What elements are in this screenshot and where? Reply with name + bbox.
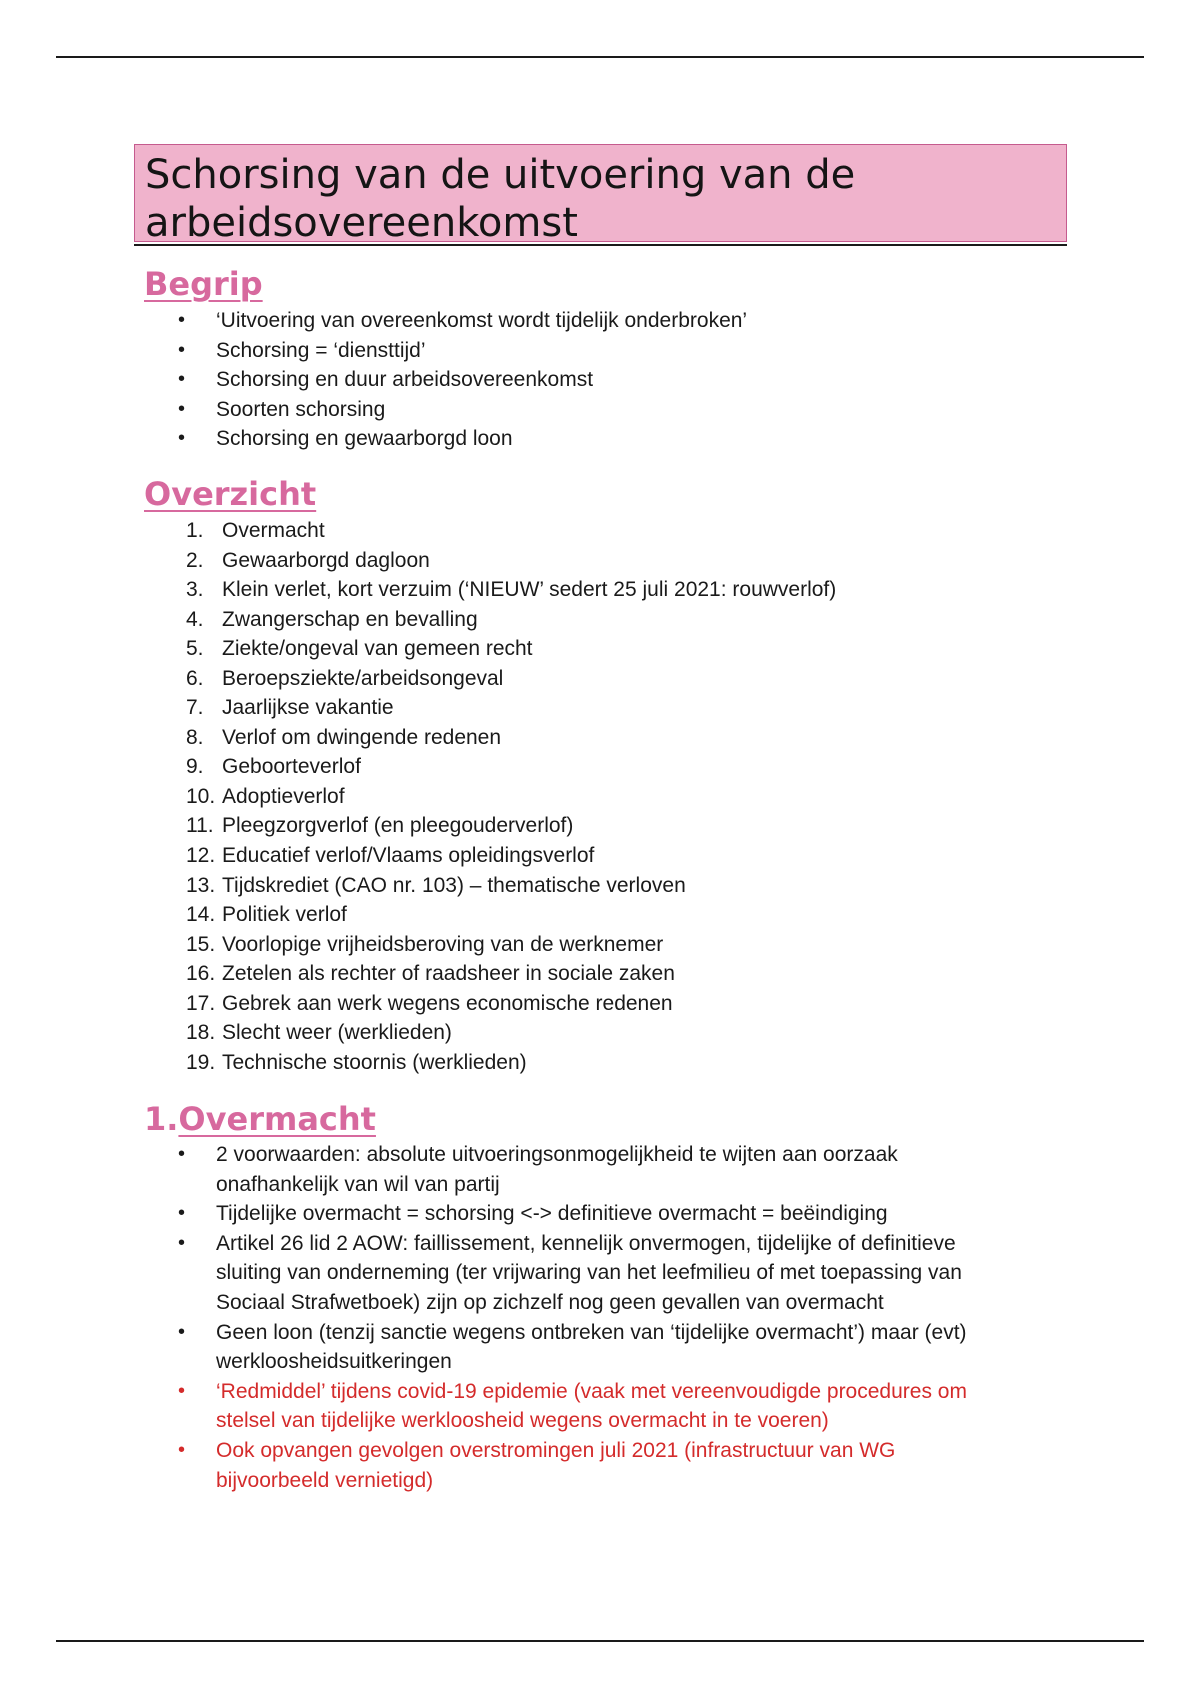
list-item-number: 19.: [186, 1050, 216, 1074]
list-item-number: 6.: [186, 666, 204, 690]
list-item: [0, 959, 1010, 989]
list-item-text: Overmacht: [222, 519, 325, 542]
list-item: [0, 900, 1010, 930]
list-item-text: Schorsing = ‘diensttijd’: [216, 338, 426, 362]
list-item: [0, 516, 1010, 546]
list-item: [0, 811, 1010, 841]
bullet-icon: •: [178, 338, 186, 361]
title-underline: [134, 244, 1067, 246]
list-item-number: 16.: [186, 962, 216, 986]
bullet-icon: •: [178, 1438, 186, 1461]
list-item: [0, 752, 1010, 782]
list-item-text: Soorten schorsing: [216, 397, 386, 421]
list-item-text: Voorlopige vrijheidsberoving van de werknemer: [222, 932, 664, 956]
list-item: [0, 306, 1010, 336]
bullet-icon: •: [178, 397, 186, 420]
list-item-number: 10.: [186, 784, 216, 808]
list-item-text: Tijdskrediet (CAO nr. 103) – thematische verloven: [222, 873, 686, 897]
list-item-text: Jaarlijkse vakantie: [222, 696, 394, 720]
list-item-number: 15.: [186, 932, 216, 956]
list-item-number: 5.: [186, 637, 204, 661]
bullet-icon: •: [178, 1379, 186, 1402]
page-bottom-rule: [56, 1640, 1144, 1642]
heading-overmacht: [144, 1099, 376, 1139]
list-item-text: Geen loon (tenzij sanctie wegens ontbreken van ‘tijdelijke overmacht’) maar (evt) werkloosheidsuitkeringen: [216, 1320, 967, 1374]
list-item-text: Gewaarborgd dagloon: [222, 548, 430, 572]
list-item-text: Slecht weer (werklieden): [222, 1021, 452, 1045]
list-item-text: Ziekte/ongeval van gemeen recht: [222, 637, 533, 661]
heading-overmacht-number: 1.: [144, 1100, 179, 1138]
list-item-text: Zwangerschap en bevalling: [222, 607, 478, 631]
bullet-icon: •: [178, 309, 186, 331]
list-item-text: Ook opvangen gevolgen overstromingen juli 2021 (infrastructuur van WG bijvoorbeeld vernietigd): [216, 1438, 896, 1492]
list-item: [0, 336, 1010, 366]
list-item-text: Adoptieverlof: [222, 784, 345, 808]
list-item-number: 12.: [186, 844, 216, 868]
heading-overmacht-text: Overmacht: [178, 1100, 376, 1138]
list-item: [0, 782, 1010, 812]
list-item: [0, 1229, 1010, 1318]
list-item: [0, 1018, 1010, 1048]
list-item: [0, 634, 1010, 664]
bullet-icon: •: [178, 1202, 186, 1225]
list-item: [0, 395, 1010, 425]
heading-begrip: Begrip: [144, 265, 263, 303]
bullet-icon: •: [178, 368, 186, 390]
heading-overzicht: Overzicht: [144, 475, 317, 513]
list-item: [0, 365, 1010, 395]
list-item: [0, 930, 1010, 960]
begrip-list: [0, 306, 1010, 454]
list-item-number: 8.: [186, 725, 204, 749]
list-item-text: Tijdelijke overmacht = schorsing <-> definitieve overmacht = beëindiging: [216, 1202, 888, 1226]
list-item-text: Verlof om dwingende redenen: [222, 725, 502, 749]
list-item-text: Schorsing en gewaarborgd loon: [216, 427, 513, 450]
page-title: Schorsing van de uitvoering van de arbeidsovereenkomst: [134, 144, 1067, 242]
list-item-number: 14.: [186, 903, 216, 927]
list-item: [0, 1140, 1010, 1199]
list-item: [0, 989, 1010, 1019]
list-item-number: 3.: [186, 578, 204, 602]
page-top-rule: [56, 56, 1144, 58]
list-item-number: 17.: [186, 991, 216, 1015]
overzicht-list: [0, 516, 1010, 1077]
list-item: [0, 575, 1010, 605]
overmacht-list: [0, 1140, 1010, 1495]
list-item: [0, 1048, 1010, 1078]
list-item-number: 2.: [186, 548, 204, 572]
list-item: [0, 723, 1010, 753]
list-item: [0, 1436, 1010, 1495]
list-item: [0, 1377, 1010, 1436]
bullet-icon: •: [178, 1320, 186, 1343]
list-item-text: Klein verlet, kort verzuim (‘NIEUW’ sedert 25 juli 2021: rouwverlof): [222, 578, 837, 602]
bullet-icon: •: [178, 427, 186, 449]
list-item: [0, 605, 1010, 635]
list-item-number: 18.: [186, 1021, 216, 1045]
list-item-number: 1.: [186, 519, 204, 542]
list-item-number: 4.: [186, 607, 204, 631]
list-item-number: 7.: [186, 696, 204, 720]
list-item-text: Artikel 26 lid 2 AOW: faillissement, kennelijk onvermogen, tijdelijke of definitieve sluiting van onderneming (ter vrijwaring van het leefmilieu of met toepassing van Sociaal Strafwetboek) zijn op zichzelf nog geen gevallen van overmacht: [216, 1231, 962, 1314]
list-item-text: Zetelen als rechter of raadsheer in sociale zaken: [222, 962, 675, 986]
list-item-text: 2 voorwaarden: absolute uitvoeringsonmogelijkheid te wijten aan oorzaak onafhankelijk van wil van partij: [216, 1143, 898, 1196]
list-item-text: Pleegzorgverlof (en pleegouderverlof): [222, 814, 574, 838]
list-item: [0, 841, 1010, 871]
list-item-text: Schorsing en duur arbeidsovereenkomst: [216, 368, 594, 391]
list-item-text: ‘Redmiddel’ tijdens covid-19 epidemie (vaak met vereenvoudigde procedures om stelsel van tijdelijke werkloosheid wegens overmacht in te voeren): [216, 1379, 967, 1433]
list-item-text: Politiek verlof: [222, 903, 347, 927]
list-item: [0, 546, 1010, 576]
list-item-text: Gebrek aan werk wegens economische redenen: [222, 991, 673, 1015]
list-item: [0, 1199, 1010, 1229]
list-item: [0, 871, 1010, 901]
list-item: [0, 1318, 1010, 1377]
list-item-text: Beroepsziekte/arbeidsongeval: [222, 666, 504, 690]
bullet-icon: •: [178, 1231, 186, 1254]
list-item-text: Educatief verlof/Vlaams opleidingsverlof: [222, 844, 595, 868]
list-item: [0, 664, 1010, 694]
list-item-text: Geboorteverlof: [222, 755, 361, 779]
list-item-text: ‘Uitvoering van overeenkomst wordt tijdelijk onderbroken’: [216, 309, 748, 332]
list-item-number: 9.: [186, 755, 204, 779]
bullet-icon: •: [178, 1143, 186, 1165]
list-item-number: 13.: [186, 873, 216, 897]
list-item-text: Technische stoornis (werklieden): [222, 1050, 527, 1074]
list-item: [0, 693, 1010, 723]
list-item: [0, 424, 1010, 454]
list-item-number: 11.: [186, 814, 214, 838]
